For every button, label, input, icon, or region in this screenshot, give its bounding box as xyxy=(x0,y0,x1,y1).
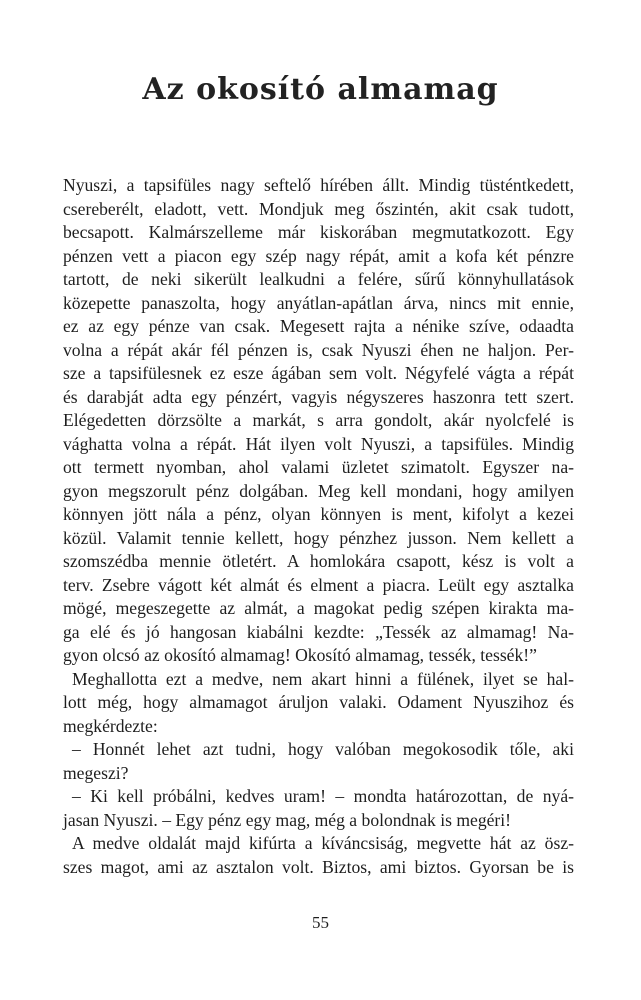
text-line: – Honnét lehet azt tudni, hogy valóban megokosodik tőle, aki xyxy=(72,739,574,759)
text-line: könnyen jött nála a pénz, olyan könnyen is ment, kifolyt a kezei xyxy=(63,504,574,524)
text-line: sze a tapsifülesnek ez esze ágában sem volt. Négyfelé vágta a répát xyxy=(63,363,574,383)
text-line: pénzen vett a piacon egy szép nagy répát, amit a kofa két pénzre xyxy=(63,245,574,266)
text-line: Elégedetten dörzsölte a markát, s arra gondolt, akár nyolcfelé is xyxy=(63,410,574,430)
text-line: közül. Valamit tennie kellett, hogy pénzhez jusson. Nem kellett a xyxy=(63,527,574,548)
text-line: szes magot, ami az asztalon volt. Biztos, ami biztos. Gyorsan be is xyxy=(63,856,574,877)
text-line: gyon megszorult pénz dolgában. Meg kell mondani, hogy amilyen xyxy=(63,480,574,501)
text-line: gyon olcsó az okosító almamag! Okosító almamag, tessék, tessék!” xyxy=(63,645,537,665)
text-line: mögé, megeszegette az almát, a magokat pedig szépen kirakta ma- xyxy=(63,598,574,618)
page-number: 55 xyxy=(312,913,329,932)
text-line: terv. Zsebre vágott két almát és elment a piacra. Leült egy asztalka xyxy=(63,574,574,595)
text-line: A medve oldalát majd kifúrta a kíváncsiság, megvette hát az ösz- xyxy=(72,833,574,853)
body-text xyxy=(63,174,574,879)
text-line: ott termett nyomban, ahol valami üzletet szimatolt. Egyszer na- xyxy=(63,457,574,477)
text-line: és darabját adta egy pénzért, vagyis négyszeres haszonra tett szert. xyxy=(63,386,574,407)
text-line: közepette panaszolta, hogy anyátlan-apátlan árva, nincs mit ennie, xyxy=(63,292,574,313)
text-line: lott még, hogy almamagot áruljon valaki. Odament Nyuszihoz és xyxy=(63,692,574,712)
text-line: Nyuszi, a tapsifüles nagy seftelő hírében állt. Mindig tüsténtkedett, xyxy=(63,175,574,195)
text-line: megeszi? xyxy=(63,762,129,783)
text-line: szomszédba mennie ötletért. A homlokára csapott, kész is volt a xyxy=(63,551,574,571)
text-line: megkérdezte: xyxy=(63,715,158,736)
chapter-title: Az okosító almamag xyxy=(142,72,499,107)
text-line: – Ki kell próbálni, kedves uram! – mondta határozottan, de nyá- xyxy=(72,786,574,806)
text-line: ga elé és jó hangosan kiabálni kezdte: „Tessék az almamag! Na- xyxy=(63,621,574,642)
text-line: ez az egy pénze van csak. Megesett rajta a nénike szíve, odaadta xyxy=(63,316,574,336)
text-line: vághatta volna a répát. Hát ilyen volt Nyuszi, a tapsifüles. Mindig xyxy=(63,433,574,454)
text-line: csereberélt, eladott, vett. Mondjuk meg őszintén, akit csak tudott, xyxy=(63,198,574,219)
text-line: tartott, de neki sikerült lealkudni a felére, sűrű könnyhullatások xyxy=(63,269,574,289)
text-line: Meghallotta ezt a medve, nem akart hinni a fülének, ilyet se hal- xyxy=(72,668,574,689)
text-line: jasan Nyuszi. – Egy pénz egy mag, még a bolondnak is megéri! xyxy=(63,809,512,830)
text-line: volna a répát akár fél pénzen is, csak Nyuszi éhen ne haljon. Per- xyxy=(63,339,574,360)
text-line: becsapott. Kalmárszelleme már kiskorában megmutatkozott. Egy xyxy=(63,222,574,242)
